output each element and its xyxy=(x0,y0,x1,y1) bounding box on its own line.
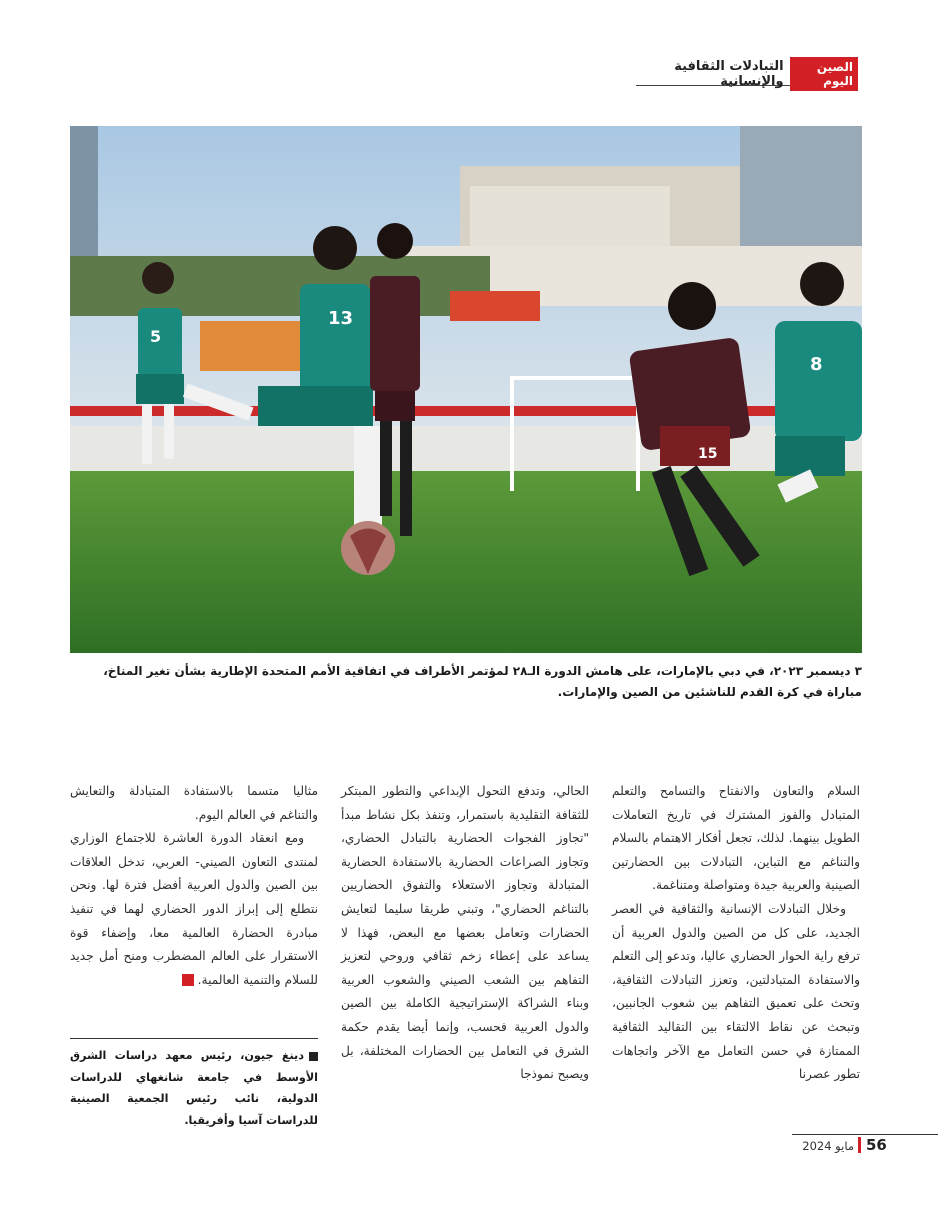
author-bio xyxy=(70,1038,318,1131)
soccer-ball xyxy=(341,521,395,575)
end-of-article-mark xyxy=(182,974,194,986)
svg-text:5: 5 xyxy=(150,327,162,346)
page-number: 56 xyxy=(866,1136,887,1154)
bullet-icon xyxy=(309,1052,318,1061)
issue-date: مايو 2024 xyxy=(802,1139,854,1153)
author-bio-text: دينغ جيون، رئيس معهد دراسات الشرق الأوسط في جامعة شانغهاي للدراسات الدولية، نائب رئيس الجمعية الصينية للدراسات آسيا وأفريقيا. xyxy=(70,1049,318,1127)
paragraph xyxy=(70,827,318,992)
section-title: التبادلات الثقافية والإنسانية xyxy=(674,59,784,89)
magazine-logo: الصين اليوم xyxy=(790,57,858,91)
svg-text:15: 15 xyxy=(698,446,718,462)
paragraph-text: ومع انعقاد الدورة العاشرة للاجتماع الوزاري لمنتدى التعاون الصيني- العربي، تدخل العلاقات بين الصين والدول العربية أفضل فترة لها. ونحن نتطلع إلى إبراز الدور الحضاري لهما في تنفيذ مبادرة الحضارة العالمية معا، وإضفاء قوة الاستقرار على العالم المضطرب ومنح أمل جديد للسلام والتنمية العالمية. xyxy=(70,831,318,987)
photo-caption: ٣ ديسمبر ٢٠٢٣، في دبي بالإمارات، على هامش الدورة الـ٢٨ لمؤتمر الأطراف في اتفاقية الأمم المتحدة الإطارية بشأن تغير المناخ، مباراة في كرة القدم للناشئين من الصين والإمارات. xyxy=(103,664,862,699)
article-column-2 xyxy=(341,780,589,1087)
svg-text:13: 13 xyxy=(328,308,354,329)
paragraph: السلام والتعاون والانفتاح والتسامح والتعلم المتبادل والفوز المشترك في تاريخ التعاملات الطويل بينهما. لذلك، تجعل أفكار الاهتمام بالسلام والتناغم مع التباين، التبادلات بين الحضارتين الصينية والعربية جيدة ومتواصلة ومتناغمة. xyxy=(612,784,860,893)
footer-rule xyxy=(792,1134,938,1135)
article-column-3 xyxy=(70,780,318,992)
article-photo xyxy=(70,126,862,653)
footer-accent-bar xyxy=(858,1137,861,1153)
paragraph: وخلال التبادلات الإنسانية والثقافية في العصر الجديد، على كل من الصين والدول العربية أن ترفع راية الحوار الحضاري عاليا، وتدعو إلى التعلم والاستفادة المتبادلتين، وتعزز التبادلات الثقافية، وتحث على تعميق التفاهم بين شعوب الجانبين، وتبحث عن نقاط الالتقاء بين التقاليد الثقافية الممتازة في حسن التعامل مع الآخر واتجاهات تطور عصرنا xyxy=(612,901,860,1082)
svg-text:8: 8 xyxy=(810,354,823,375)
paragraph: الحالي، وتدفع التحول الإبداعي والتطور المبتكر للثقافة التقليدية باستمرار، وتنفذ بكل نشاط مبدأ "تجاوز الفجوات الحضارية بالتبادل الحضاري، وتجاوز الصراعات الحضارية بالاستفادة الحضارية المتبادلة وتجاوز الاستعلاء والتفوق الحضاريين بالتناغم الحضاري"، وتبني طريقا سليما لتعايش الحضارات وتعامل بعضها مع البعض، فهذا لا يساعد على إعطاء زخم ثقافي وروحي لتعزيز التفاهم بين الشعب الصيني والشعوب العربية وبناء الشراكة الإستراتيجية الكاملة بين الصين والدول العربية فحسب، وإنما أيضا يقدم حكمة الشرق في التعامل بين الحضارات المختلفة، بل ويصبح نموذجا xyxy=(341,784,589,1082)
article-column-1 xyxy=(612,780,860,1087)
running-header xyxy=(636,59,858,89)
paragraph: مثاليا متسما بالاستفادة المتبادلة والتعايش والتناغم في العالم اليوم. xyxy=(70,784,318,822)
